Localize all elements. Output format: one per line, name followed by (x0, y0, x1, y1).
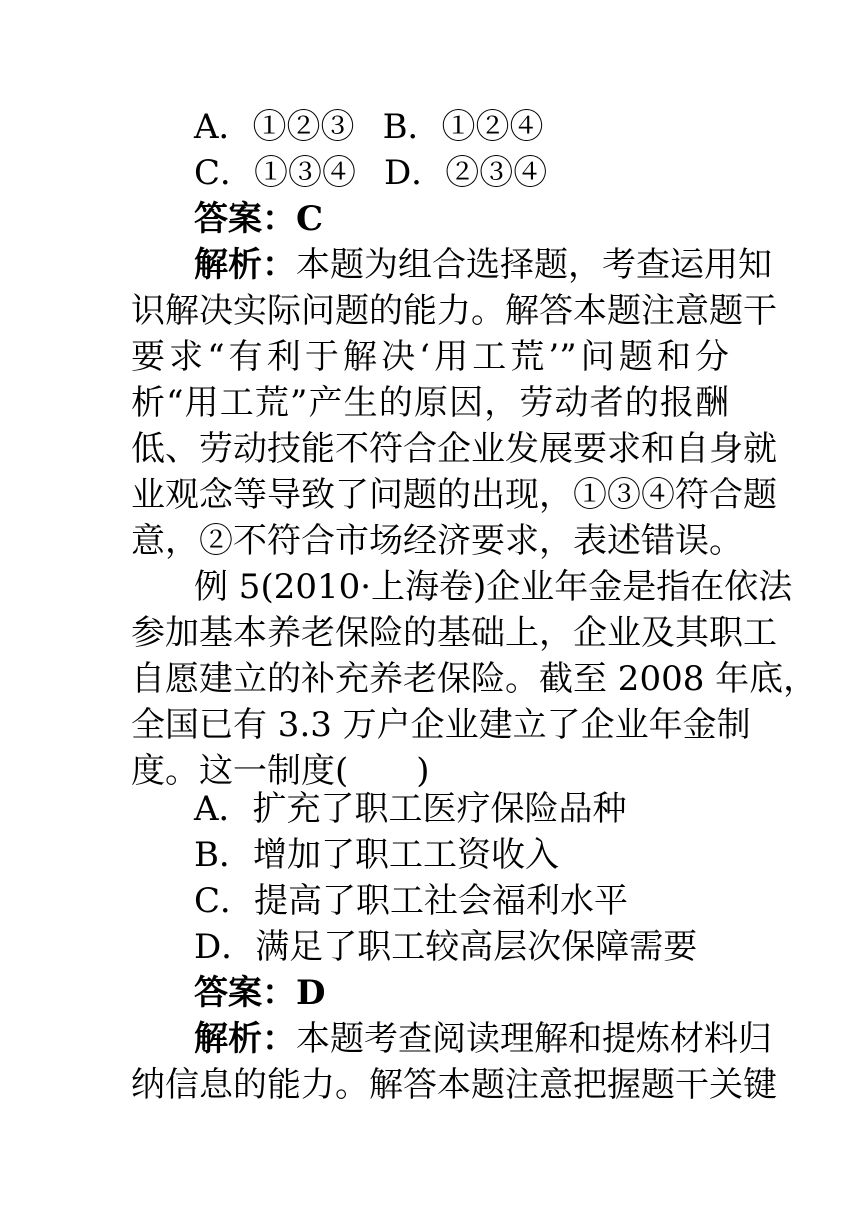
option-b-line (0, 832, 860, 878)
analysis-line-7 (0, 518, 860, 564)
analysis-line-5 (0, 426, 860, 472)
option-a-line (0, 786, 860, 832)
option-d: D．满足了职工较高层次保障需要 (194, 927, 698, 967)
analysis-text: 析“用工荒”产生的原因，劳动者的报酬 (131, 383, 729, 423)
option-d: D．②③④ (384, 153, 548, 193)
analysis-line-1 (0, 242, 860, 288)
answer-label: 答案： (194, 199, 296, 239)
answer-value: C (296, 199, 324, 239)
option-b: B．增加了职工工资收入 (194, 835, 559, 875)
answer-value: D (296, 973, 326, 1013)
question-stem-text: 度。这一制度( ) (131, 751, 430, 791)
option-a: A．扩充了职工医疗保险品种 (194, 789, 627, 829)
analysis-text: 纳信息的能力。解答本题注意把握题干关键 (131, 1065, 777, 1105)
option-c-line (0, 878, 860, 924)
question-stem-line-1 (0, 564, 860, 610)
analysis-label: 解析： (194, 245, 296, 285)
question-stem-line-4 (0, 702, 860, 748)
option-a: A．①②③ (194, 107, 355, 147)
options-row-cd (0, 150, 860, 196)
analysis-line-2 (0, 1062, 860, 1108)
analysis-line-1 (0, 1016, 860, 1062)
question-stem-line-3 (0, 656, 860, 702)
analysis-text: 本题为组合选择题，考查运用知 (296, 245, 772, 285)
answer-label: 答案： (194, 973, 296, 1013)
analysis-line-4 (0, 380, 860, 426)
question-stem-text: 参加基本养老保险的基础上，企业及其职工 (131, 613, 777, 653)
analysis-text: 意，②不符合市场经济要求，表述错误。 (131, 521, 743, 561)
analysis-text: 本题考查阅读理解和提炼材料归 (296, 1019, 772, 1059)
analysis-text: 低、劳动技能不符合企业发展要求和自身就 (131, 429, 777, 469)
option-c: C．提高了职工社会福利水平 (194, 881, 629, 921)
answer-line (0, 196, 860, 242)
question-stem-line-2 (0, 610, 860, 656)
options-row-ab (0, 104, 860, 150)
analysis-line-2 (0, 288, 860, 334)
question-stem-text: 全国已有 3.3 万户企业建立了企业年金制 (131, 705, 751, 745)
question-stem-text: 例 5(2010·上海卷)企业年金是指在依法 (194, 567, 793, 607)
option-d-line (0, 924, 860, 970)
answer-line (0, 970, 860, 1016)
analysis-line-3 (0, 334, 860, 380)
analysis-text: 要求“有利于解决‘用工荒’”问题和分 (131, 337, 729, 377)
analysis-text: 识解决实际问题的能力。解答本题注意题干 (131, 291, 777, 331)
question-stem-text: 自愿建立的补充养老保险。截至 2008 年底， (131, 659, 818, 699)
option-b: B．①②④ (382, 107, 544, 147)
analysis-text: 业观念等导致了问题的出现，①③④符合题 (131, 475, 777, 515)
option-c: C．①③④ (194, 153, 357, 193)
analysis-label: 解析： (194, 1019, 296, 1059)
analysis-line-6 (0, 472, 860, 518)
